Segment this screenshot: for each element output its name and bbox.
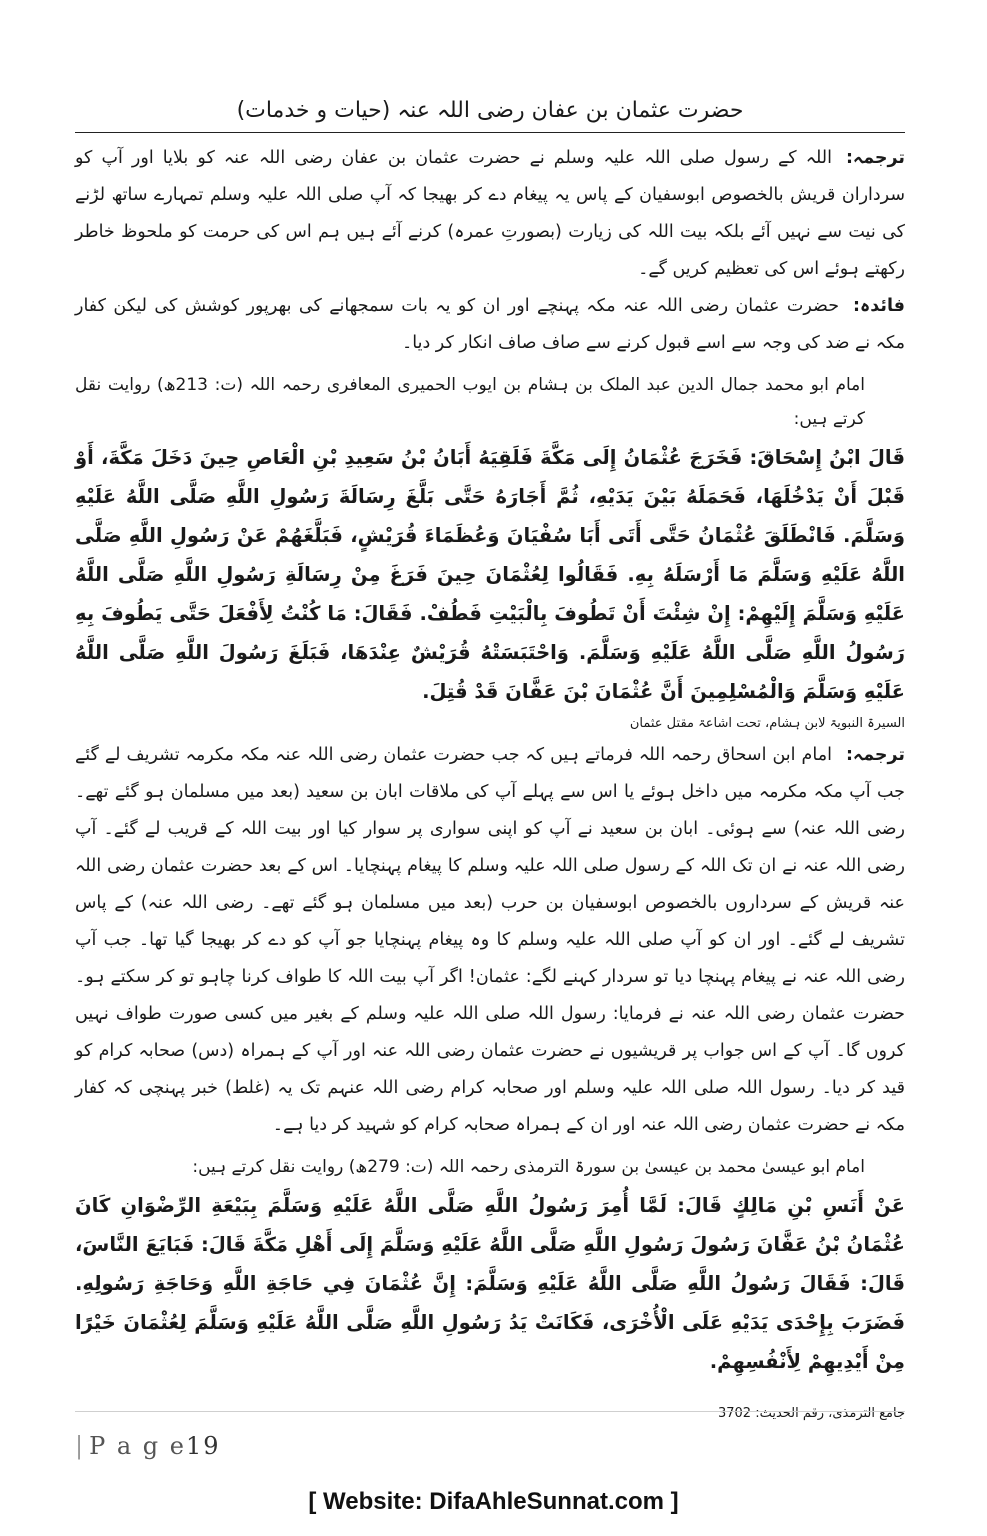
header-divider	[75, 132, 905, 133]
arabic-hadith-1: قَالَ ابْنُ إِسْحَاقَ: فَخَرَجَ عُثْمَانُ إِلَى مَكَّةَ فَلَقِيَهُ أَبَانُ بْنُ سَعِيدِ بْنِ الْعَاصِ حِينَ دَخَلَ مَكَّةَ، أَوْ قَبْلَ أَنْ يَدْخُلَهَا، فَحَمَلَهُ بَيْنَ يَدَيْهِ، ثُمَّ أَجَارَهُ حَتَّى بَلَّغَ رِسَالَةَ رَسُولِ اللَّهِ صَلَّى اللَّهُ عَلَيْهِ وَسَلَّمَ. فَانْطَلَقَ عُثْمَانُ حَتَّى أَتَى أَبَا سُفْيَانَ وَعُظَمَاءَ قُرَيْشٍ، فَبَلَّغَهُمْ عَنْ رَسُولِ اللَّهِ صَلَّى اللَّهُ عَلَيْهِ وَسَلَّمَ مَا أَرْسَلَهُ بِهِ. فَقَالُوا لِعُثْمَانَ حِينَ فَرَغَ مِنْ رِسَالَةِ رَسُولِ اللَّهِ صَلَّى اللَّهُ عَلَيْهِ وَسَلَّمَ إِلَيْهِمْ: إِنْ شِئْتَ أَنْ تَطُوفَ بِالْبَيْتِ فَطُفْ. فَقَالَ: مَا كُنْتُ لِأَفْعَلَ حَتَّى يَطُوفَ بِهِ رَسُولُ اللَّهِ صَلَّى اللَّهُ عَلَيْهِ وَسَلَّمَ. وَاحْتَبَسَتْهُ قُرَيْشٌ عِنْدَهَا، فَبَلَغَ رَسُولَ اللَّهِ صَلَّى اللَّهُ عَلَيْهِ وَسَلَّمَ وَالْمُسْلِمِينَ أَنَّ عُثْمَانَ بْنَ عَفَّانَ قَدْ قُتِلَ.	[75, 446, 905, 703]
footer-divider	[75, 1411, 905, 1412]
website-banner: [ Website: DifaAhleSunnat.com ]	[308, 1488, 679, 1515]
paragraph-lead: فائدہ:	[853, 296, 905, 316]
paragraph-text: امام ابن اسحاق رحمہ اللہ فرماتے ہیں کہ جب حضرت عثمان رضی اللہ عنہ مکہ مکرمہ تشریف لے گئے جب آپ مکہ مکرمہ میں داخل ہوئے یا اس سے پہلے آپ کی ملاقات ابان بن سعید (بعد میں مسلمان ہو گئے تھے۔ رضی اللہ عنہ) سے ہوئی۔ ابان بن سعید نے آپ کو اپنی سواری پر سوار کیا اور بیت اللہ کے قریب لے گئے۔ آپ رضی اللہ عنہ نے ان تک اللہ کے رسول صلی اللہ علیہ وسلم کا پیغام پہنچایا۔ اس کے بعد حضرت عثمان رضی اللہ عنہ قریش کے سرداروں بالخصوص ابوسفیان بن حرب (بعد میں مسلمان ہو گئے تھے۔ رضی اللہ عنہ) کے پاس تشریف لے گئے۔ اور ان کو آپ صلی اللہ علیہ وسلم کا وہ پیغام پہنچایا جو آپ کو دے کر بھیجا گیا تھا۔ جب آپ رضی اللہ عنہ نے پیغام پہنچا دیا تو سردار کہنے لگے: عثمان! اگر آپ بیت اللہ کا طواف کرنا چاہو تو کر سکتے ہو۔ حضرت عثمان رضی اللہ عنہ نے فرمایا: رسول اللہ صلی اللہ علیہ وسلم کے بغیر میں کسی صورت طواف نہیں کروں گا۔ آپ کے اس جواب پر قریشیوں نے حضرت عثمان رضی اللہ عنہ اور آپ کے ہمراہ (دس) صحابہ کرام کو قید کر دیا۔ رسول اللہ صلی اللہ علیہ وسلم اور صحابہ کرام رضی اللہ عنہم تک یہ (غلط) خبر پہنچی کہ کفار مکہ نے حضرت عثمان رضی اللہ عنہ اور ان کے ہمراہ صحابہ کرام کو شہید کر دیا ہے۔	[75, 745, 905, 1135]
page-number-bar: |	[75, 1432, 86, 1460]
reference-1: السیرۃ النبویۃ لابن ہشام، تحت اشاعۃ مقتل عثمان	[629, 716, 905, 731]
page-label: P a g e	[89, 1432, 187, 1460]
reference-2: جامع الترمذی، رقم الحدیث: 3702	[717, 1406, 905, 1421]
note-paragraph	[75, 288, 905, 362]
narration-intro-2: امام ابو عیسیٰ محمد بن عیسیٰ بن سورۃ الترمذی رحمہ اللہ (ت: 279ھ) روایت نقل کرتے ہیں:	[192, 1157, 865, 1177]
arabic-hadith-2: عَنْ أَنَسِ بْنِ مَالِكٍ قَالَ: لَمَّا أُمِرَ رَسُولُ اللَّهِ صَلَّى اللَّهُ عَلَيْهِ وَسَلَّمَ بِبَيْعَةِ الرِّضْوَانِ كَانَ عُثْمَانُ بْنُ عَفَّانَ رَسُولَ رَسُولِ اللَّهِ صَلَّى اللَّهُ عَلَيْهِ وَسَلَّمَ إِلَى أَهْلِ مَكَّةَ قَالَ: فَبَايَعَ النَّاسَ، قَالَ: فَقَالَ رَسُولُ اللَّهِ صَلَّى اللَّهُ عَلَيْهِ وَسَلَّمَ: إِنَّ عُثْمَانَ فِي حَاجَةِ اللَّهِ وَحَاجَةِ رَسُولِهِ. فَضَرَبَ بِإِحْدَى يَدَيْهِ عَلَى الْأُخْرَى، فَكَانَتْ يَدُ رَسُولِ اللَّهِ صَلَّى اللَّهُ عَلَيْهِ وَسَلَّمَ لِعُثْمَانَ خَيْرًا مِنْ أَيْدِيهِمْ لِأَنْفُسِهِمْ.	[75, 1194, 905, 1373]
paragraph-lead: ترجمہ:	[845, 745, 905, 765]
page-number	[75, 1432, 221, 1460]
paragraph-text: اللہ کے رسول صلی اللہ علیہ وسلم نے حضرت عثمان بن عفان رضی اللہ عنہ کو بلایا اور آپ کو سرداران قریش بالخصوص ابوسفیان کے پاس یہ پیغام دے کر بھیجا کہ آپ صلی اللہ علیہ وسلم تمہارے ساتھ لڑنے کی نیت سے نہیں آئے بلکہ بیت اللہ کی زیارت (بصورتِ عمرہ) کرنے آئے ہیں ہم اس کی حرمت کو ملحوظ خاطر رکھتے ہوئے اس کی تعظیم کریں گے۔	[75, 148, 905, 279]
narration-intro-1: امام ابو محمد جمال الدین عبد الملک بن ہشام بن ایوب الحمیری المعافری رحمہ اللہ (ت: 213ھ) روایت نقل کرتے ہیں:	[75, 375, 865, 429]
page-body	[75, 140, 905, 1427]
translation-paragraph-1	[75, 140, 905, 288]
page-number-value: 19	[186, 1432, 221, 1460]
paragraph-text: حضرت عثمان رضی اللہ عنہ مکہ پہنچے اور ان کو یہ بات سمجھانے کی بھرپور کوشش کی لیکن کفار مکہ نے ضد کی وجہ سے اسے قبول کرنے سے صاف صاف انکار کر دیا۔	[75, 296, 905, 353]
translation-paragraph-2	[75, 737, 905, 1144]
page-header-title: حضرت عثمان بن عفان رضی اللہ عنہ (حیات و خدمات)	[236, 98, 744, 123]
paragraph-lead: ترجمہ:	[845, 148, 905, 168]
